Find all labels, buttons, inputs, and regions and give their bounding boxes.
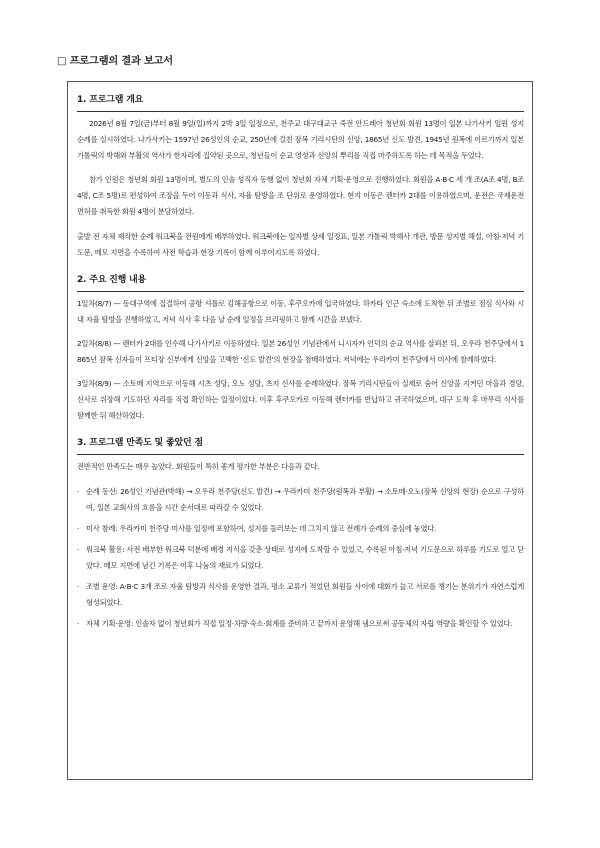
- section-progress: [77, 271, 524, 425]
- bullet-mark: ·: [77, 544, 80, 554]
- bullet-mark: ·: [77, 486, 80, 496]
- satisfaction-intro: 전반적인 만족도는 매우 높았다. 회원들이 특히 좋게 평가한 부분은 다음과 같다.: [77, 462, 320, 472]
- bullet-mark: ·: [77, 523, 80, 533]
- satisfaction-item-text: 미사 참례: 우라카미 천주당 미사를 일정에 포함하여, 성지를 둘러보는 데 그치지 않고 전례가 순례의 중심에 놓였다.: [86, 523, 437, 533]
- section-progress-heading: 2. 주요 진행 내용: [77, 274, 147, 285]
- satisfaction-item-text: 조별 운영: A·B·C 3개 조로 자율 탐방과 식사를 운영한 결과, 평소 교류가 적었던 회원들 사이에 대화가 늘고 서로를 챙기는 분위기가 자연스럽게 형성되었다.: [86, 581, 524, 608]
- satisfaction-item: [77, 542, 524, 574]
- overview-paragraph-3: 출발 전 자체 제작한 순례 워크북을 전원에게 배부하였다. 워크북에는 일자별 상세 일정표, 일본 가톨릭 박해사 개관, 방문 성지별 해설, 아침·저녁 기도문, 메모 지면을 수록하여 사전 학습과 현장 기록이 함께 이루어지도록 하였다.: [77, 231, 524, 257]
- overview-paragraph-1: 2026년 8월 7일(금)부터 8월 9일(일)까지 2박 3일 일정으로, 천주교 대구대교구 죽전 안드레아 청년회 회원 13명이 일본 나가사키 일원 성지순례를 실시하였다. 나가사키는 1597년 26성인의 순교, 250년에 걸친 잠복 기리시탄의 신앙, 1865년 신도 발견, 1945년 원폭에 이르기까지 일본 가톨릭의 박해와 부활의 역사가 한자리에 집약된 곳으로, 청년들이 순교 영성과 신앙의 뿌리를 직접 마주하도록 하는 데 목적을 두었다.: [77, 119, 524, 161]
- satisfaction-item-text: 자체 기획·운영: 인솔자 없이 청년회가 직접 일정·차량·숙소·회계를 준비하고 끝까지 운영해 냄으로써 공동체의 자립 역량을 확인할 수 있었다.: [86, 619, 513, 629]
- section-overview-heading: 1. 프로그램 개요: [77, 95, 144, 105]
- bullet-mark: ·: [77, 581, 80, 591]
- section-satisfaction-header: [77, 434, 524, 455]
- satisfaction-item: [77, 579, 524, 611]
- progress-day-2: 2일차(8/8) — 렌터카 2대를 인수해 나가사키로 이동하였다. 일본 26성인 기념관에서 니시자카 언덕의 순교 역사를 살펴본 뒤, 오우라 천주당에서 1865년 잠복 신자들이 프티장 신부에게 신앙을 고백한 '신도 발견'의 현장을 참배하였다. 저녁에는 우라카미 천주당에서 미사에 참례하였다.: [77, 338, 524, 365]
- satisfaction-item: [77, 521, 524, 537]
- section-progress-header: [77, 271, 524, 292]
- section-satisfaction: [77, 434, 524, 632]
- section-overview-header: [77, 91, 524, 112]
- progress-day-3: 3일차(8/9) — 소토메 지역으로 이동해 시츠 성당, 오노 성당, 츠지 신사를 순례하였다. 잠복 기리시탄들이 실제로 숨어 신앙을 지켜던 마을과 경당, 신사로 위장해 기도하던 자리를 직접 확인하는 일정이었다. 이후 후쿠오카로 이동해 렌터카를 반납하고 귀국하였으며, 대구 도착 후 마무리 식사를 함께한 뒤 해산하였다.: [77, 379, 524, 421]
- satisfaction-item: [77, 484, 524, 516]
- document-title: □ 프로그램의 결과 보고서: [57, 56, 173, 67]
- satisfaction-item: [77, 616, 524, 632]
- bullet-mark: ·: [77, 619, 80, 629]
- satisfaction-item-text: 워크북 활용: 사전 배부한 워크북 덕분에 배경 지식을 갖춘 상태로 성지에 도착할 수 있었고, 수록된 아침·저녁 기도문으로 하루를 기도로 열고 닫았다. 메모 지면에 남긴 기록은 이후 나눔의 재료가 되었다.: [86, 544, 524, 570]
- section-overview: [77, 91, 524, 261]
- section-satisfaction-heading: 3. 프로그램 만족도 및 좋았던 점: [77, 438, 203, 449]
- satisfaction-item-text: 순례 동선: 26성인 기념관(박해) → 오우라 천주당(신도 발견) → 우라카미 천주당(원폭과 부활) → 소토메·오노(잠복 신앙의 현장) 순으로 구성하여, 일본 교회사의 흐름을 시간 순서대로 따라갈 수 있었다.: [86, 486, 524, 512]
- progress-day-1: 1일차(8/7) — 동대구역에 집결하여 공항 셔틀로 김해공항으로 이동, 후쿠오카에 입국하였다. 하카타 인근 숙소에 도착한 뒤 조별로 점심 식사와 시내 자율 탐방을 진행하였고, 저녁 식사 후 다음 날 순례 일정을 브리핑하고 함께 시간을 보냈다.: [77, 298, 524, 324]
- overview-paragraph-2: 참가 인원은 청년회 회원 13명이며, 별도의 인솔 성직자 동행 없이 청년회 자체 기획·운영으로 진행하였다. 회원을 A·B·C 세 개 조(A조 4명, B조 4명, C조 5명)로 편성하여 조장을 두어 이동과 식사, 자율 탐방을 조 단위로 운영하였다. 현지 이동은 렌터카 2대를 이용하였으며, 운전은 국제운전면허를 취득한 회원 4명이 분담하였다.: [77, 175, 524, 217]
- report-content: [77, 91, 524, 637]
